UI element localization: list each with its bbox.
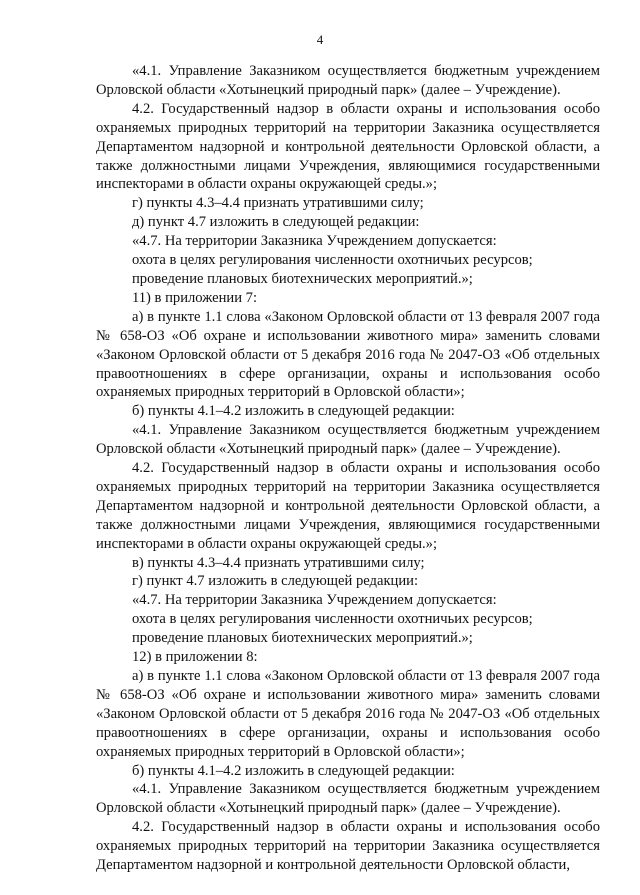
paragraph: 4.2. Государственный надзор в области охраны и использования особо охраняемых природных территорий на территории Заказника осуществляется Департаментом надзорной и контрольной деятельности Орловской области, а также должностными лицами Учреждения, являющимися государственными инспекторами в области охраны окружающей среды.»; bbox=[96, 100, 600, 193]
paragraph: «4.7. На территории Заказника Учреждением допускается: bbox=[132, 592, 497, 609]
paragraph: «4.1. Управление Заказником осуществляется бюджетным учреждением Орловской области «Хотынецкий природный парк» (далее – Учреждение). bbox=[96, 781, 600, 817]
paragraph: г) пункты 4.3–4.4 признать утратившими силу; bbox=[132, 195, 424, 212]
paragraph: б) пункты 4.1–4.2 изложить в следующей редакции: bbox=[132, 403, 455, 420]
paragraph: «4.1. Управление Заказником осуществляется бюджетным учреждением Орловской области «Хотынецкий природный парк» (далее – Учреждение). bbox=[96, 63, 600, 98]
paragraph: 12) в приложении 8: bbox=[132, 649, 258, 666]
paragraph: 11) в приложении 7: bbox=[132, 289, 258, 306]
paragraph: проведение плановых биотехнических мероприятий.»; bbox=[132, 270, 473, 287]
paragraph: «4.7. На территории Заказника Учреждением допускается: bbox=[132, 233, 497, 250]
paragraph: б) пункты 4.1–4.2 изложить в следующей редакции: bbox=[132, 762, 455, 779]
paragraph: «4.1. Управление Заказником осуществляется бюджетным учреждением Орловской области «Хотынецкий природный парк» (далее – Учреждение). bbox=[96, 422, 600, 458]
paragraph: охота в целях регулирования численности охотничьих ресурсов; bbox=[132, 611, 533, 628]
paragraph: д) пункт 4.7 изложить в следующей редакции: bbox=[132, 214, 420, 231]
paragraph: охота в целях регулирования численности охотничьих ресурсов; bbox=[132, 252, 533, 269]
paragraph: в) пункты 4.3–4.4 признать утратившими силу; bbox=[132, 554, 425, 571]
paragraph: а) в пункте 1.1 слова «Законом Орловской области от 13 февраля 2007 года № 658-ОЗ «Об охране и использовании животного мира» заменить словами «Законом Орловской области от 5 декабря 2016 года № 2047-ОЗ «Об отдельных правоотношениях в сфере организации, охраны и использования особо охраняемых природных территорий в Орловской области»; bbox=[96, 668, 600, 760]
paragraph: 4.2. Государственный надзор в области охраны и использования особо охраняемых природных территорий на территории Заказника осуществляется Департаментом надзорной и контрольной деятельности Орловской области, а также должностными лицами Учреждения, являющимися государственными инспекторами в области охраны окружающей среды.»; bbox=[96, 460, 600, 552]
document-body bbox=[96, 62, 600, 875]
paragraph: а) в пункте 1.1 слова «Законом Орловской области от 13 февраля 2007 года № 658-ОЗ «Об охране и использовании животного мира» заменить словами «Законом Орловской области от 5 декабря 2016 года № 2047-ОЗ «Об отдельных правоотношениях в сфере организации, охраны и использования особо охраняемых природных территорий в Орловской области»; bbox=[96, 308, 600, 401]
paragraph: проведение плановых биотехнических мероприятий.»; bbox=[132, 630, 473, 647]
paragraph: 4.2. Государственный надзор в области охраны и использования особо охраняемых природных территорий на территории Заказника осуществляется Департаментом надзорной и контрольной деятельности Орловской области, bbox=[96, 819, 600, 874]
paragraph: г) пункт 4.7 изложить в следующей редакции: bbox=[132, 573, 419, 590]
page-number: 4 bbox=[316, 32, 324, 47]
